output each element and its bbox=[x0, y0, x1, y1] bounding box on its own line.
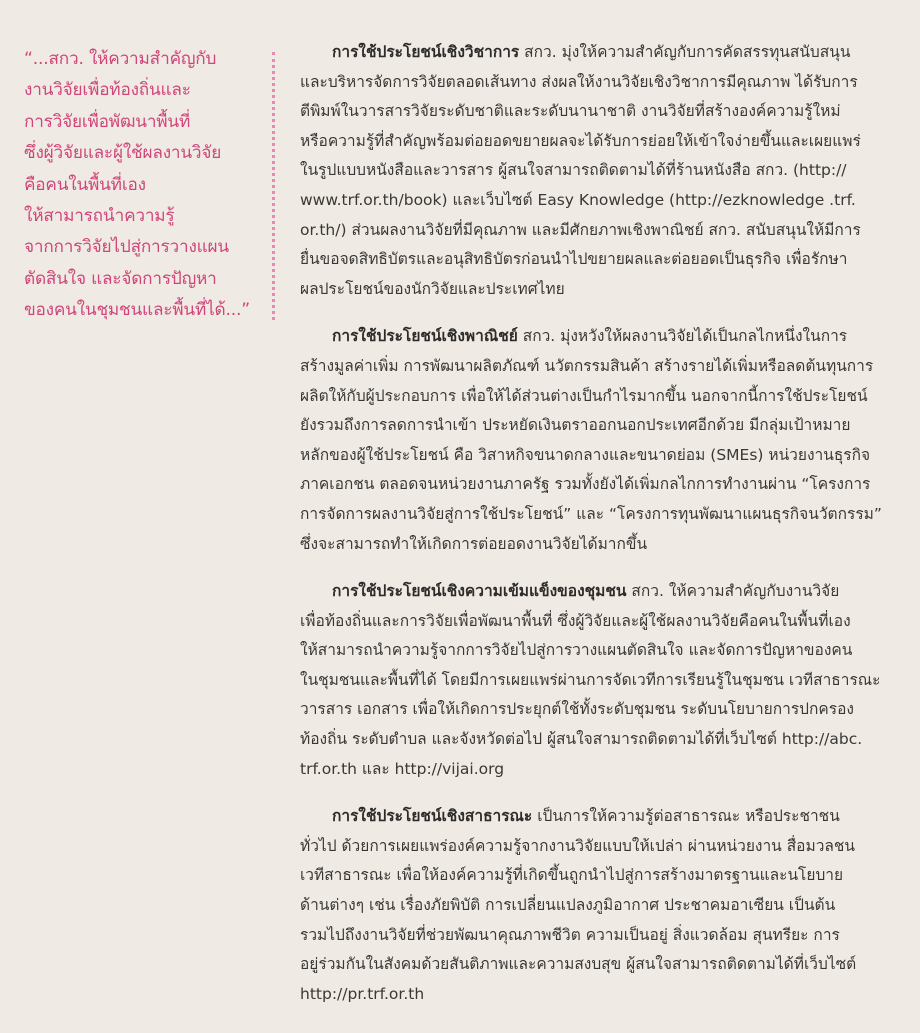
section-heading: การใช้ประโยชน์เชิงความเข้มแข็งของชุมชน bbox=[332, 582, 627, 601]
paragraph-first-line bbox=[300, 802, 890, 832]
paragraph-line: ในรูปแบบหนังสือและวารสาร ผู้สนใจสามารถติดตามได้ที่ร้านหนังสือ สกว. (http:// bbox=[300, 161, 847, 180]
paragraph-line: trf.or.th และ http://vijai.org bbox=[300, 759, 505, 778]
pull-quote-line: คือคนในพื้นที่เอง bbox=[24, 174, 146, 195]
pull-quote bbox=[24, 44, 276, 327]
paragraph-line: ให้สามารถนำความรู้จากการวิจัยไปสู่การวางแผนตัดสินใจ และจัดการปัญหาของคน bbox=[300, 641, 853, 660]
paragraph-line: เวทีสาธารณะ เพื่อให้องค์ความรู้ที่เกิดขึ้นถูกนำไปสู่การสร้างมาตรฐานและนโยบาย bbox=[300, 866, 844, 885]
paragraph-line: ยื่นขอจดสิทธิบัตรและอนุสิทธิบัตรก่อนนำไปขยายผลและต่อยอดเป็นธุรกิจ เพื่อรักษา bbox=[300, 250, 848, 269]
pull-quote-line: ตัดสินใจ และจัดการปัญหา bbox=[24, 268, 217, 289]
dotted-divider bbox=[272, 52, 275, 320]
paragraph-line: สร้างมูลค่าเพิ่ม การพัฒนาผลิตภัณฑ์ นวัตกรรมสินค้า สร้างรายได้เพิ่มหรือลดต้นทุนการ bbox=[300, 356, 874, 375]
section-heading: การใช้ประโยชน์เชิงวิชาการ bbox=[332, 43, 520, 61]
paragraph-line: or.th/) ส่วนผลงานวิจัยที่มีคุณภาพ และมีศักยภาพเชิงพาณิชย์ สกว. สนับสนุนให้มีการ bbox=[300, 220, 861, 239]
paragraph-text: สกว. มุ่งให้ความสำคัญกับการคัดสรรทุนสนับสนุน bbox=[519, 43, 851, 61]
pull-quote-line: จากการวิจัยไปสู่การวางแผน bbox=[24, 237, 229, 258]
paragraph-line: วารสาร เอกสาร เพื่อให้เกิดการประยุกต์ใช้ทั้งระดับชุมชน ระดับนโยบายการปกครอง bbox=[300, 700, 854, 719]
paragraph-line: ซึ่งจะสามารถทำให้เกิดการต่อยอดงานวิจัยได้มากขึ้น bbox=[300, 534, 648, 553]
pull-quote-line: งานวิจัยเพื่อท้องถิ่นและ bbox=[24, 80, 191, 101]
pull-quote-line: ซึ่งผู้วิจัยและผู้ใช้ผลงานวิจัย bbox=[24, 143, 222, 164]
paragraph-line: หรือความรู้ที่สำคัญพร้อมต่อยอดขยายผลจะได้รับการย่อยให้เข้าใจง่ายขึ้นและเผยแพร่ bbox=[300, 131, 861, 150]
section-heading: การใช้ประโยชน์เชิงสาธารณะ bbox=[332, 807, 533, 826]
pull-quote-line: “...สกว. ให้ความสำคัญกับ bbox=[24, 49, 217, 69]
pull-quote-line: ของคนในชุมชนและพื้นที่ได้...” bbox=[24, 300, 251, 321]
paragraph-line: ด้านต่างๆ เช่น เรื่องภัยพิบัติ การเปลี่ยนแปลงภูมิอากาศ ประชาคมอาเซียน เป็นต้น bbox=[300, 896, 836, 915]
paragraph-line: อยู่ร่วมกันในสังคมด้วยสันติภาพและความสงบสุข ผู้สนใจสามารถติดตามได้ที่เว็บไซต์ bbox=[300, 955, 857, 974]
paragraph-line: http://pr.trf.or.th bbox=[300, 984, 425, 1003]
section-heading: การใช้ประโยชน์เชิงพาณิชย์ bbox=[332, 327, 518, 346]
paragraph-line: ยังรวมถึงการลดการนำเข้า ประหยัดเงินตราออกนอกประเทศอีกด้วย มีกลุ่มเป้าหมาย bbox=[300, 416, 851, 435]
paragraph-line: รวมไปถึงงานวิจัยที่ช่วยพัฒนาคุณภาพชีวิต ความเป็นอยู่ สิ่งแวดล้อม สุนทรียะ การ bbox=[300, 925, 840, 944]
paragraph-text: สกว. มุ่งหวังให้ผลงานวิจัยได้เป็นกลไกหนึ่งในการ bbox=[517, 327, 848, 346]
paragraph-line: การจัดการผลงานวิจัยสู่การใช้ประโยชน์” และ “โครงการทุนพัฒนาแผนธุรกิจนวัตกรรม” bbox=[300, 504, 882, 523]
paragraph-line: ภาคเอกชน ตลอดจนหน่วยงานภาครัฐ รวมทั้งยังได้เพิ่มกลไกการทำงานผ่าน “โครงการ bbox=[300, 475, 871, 494]
paragraph-text: สกว. ให้ความสำคัญกับงานวิจัย bbox=[626, 582, 840, 601]
paragraph-line: ท้องถิ่น ระดับตำบล และจังหวัดต่อไป ผู้สนใจสามารถติดตามได้ที่เว็บไซต์ http://abc. bbox=[300, 730, 863, 749]
body-text bbox=[300, 34, 890, 1013]
pull-quote-line: ให้สามารถนำความรู้ bbox=[24, 206, 175, 227]
paragraph-line: ตีพิมพ์ในวารสารวิจัยระดับชาติและระดับนานาชาติ งานวิจัยที่สร้างองค์ความรู้ใหม่ bbox=[300, 102, 841, 121]
pull-quote-line: การวิจัยเพื่อพัฒนาพื้นที่ bbox=[24, 111, 191, 132]
paragraph-first-line bbox=[300, 38, 890, 68]
paragraph-first-line bbox=[300, 577, 890, 607]
paragraph-text: เป็นการให้ความรู้ต่อสาธารณะ หรือประชาชน bbox=[532, 807, 840, 826]
paragraph-line: และบริหารจัดการวิจัยตลอดเส้นทาง ส่งผลให้งานวิจัยเชิงวิชาการมีคุณภาพ ได้รับการ bbox=[300, 72, 858, 91]
paragraph-line: ผลประโยชน์ของนักวิจัยและประเทศไทย bbox=[300, 279, 565, 298]
paragraph-line: เพื่อท้องถิ่นและการวิจัยเพื่อพัฒนาพื้นที่ ซึ่งผู้วิจัยและผู้ใช้ผลงานวิจัยคือคนในพื้นที่เอง bbox=[300, 611, 851, 630]
paragraph-line: ทั่วไป ด้วยการเผยแพร่องค์ความรู้จากงานวิจัยแบบให้เปล่า ผ่านหน่วยงาน สื่อมวลชน bbox=[300, 836, 856, 855]
paragraph-line: หลักของผู้ใช้ประโยชน์ คือ วิสาหกิจขนาดกลางและขนาดย่อม (SMEs) หน่วยงานธุรกิจ bbox=[300, 445, 871, 464]
paragraph-line: ผลิตให้กับผู้ประกอบการ เพื่อให้ได้ส่วนต่างเป็นกำไรมากขึ้น นอกจากนี้การใช้ประโยชน์ bbox=[300, 386, 868, 405]
paragraph-first-line bbox=[300, 322, 890, 352]
paragraph-line: www.trf.or.th/book) และเว็บไซต์ Easy Knowledge (http://ezknowledge .trf. bbox=[300, 190, 856, 209]
paragraph-line: ในชุมชนและพื้นที่ได้ โดยมีการเผยแพร่ผ่านการจัดเวทีการเรียนรู้ในชุมชน เวทีสาธารณะ bbox=[300, 670, 881, 689]
